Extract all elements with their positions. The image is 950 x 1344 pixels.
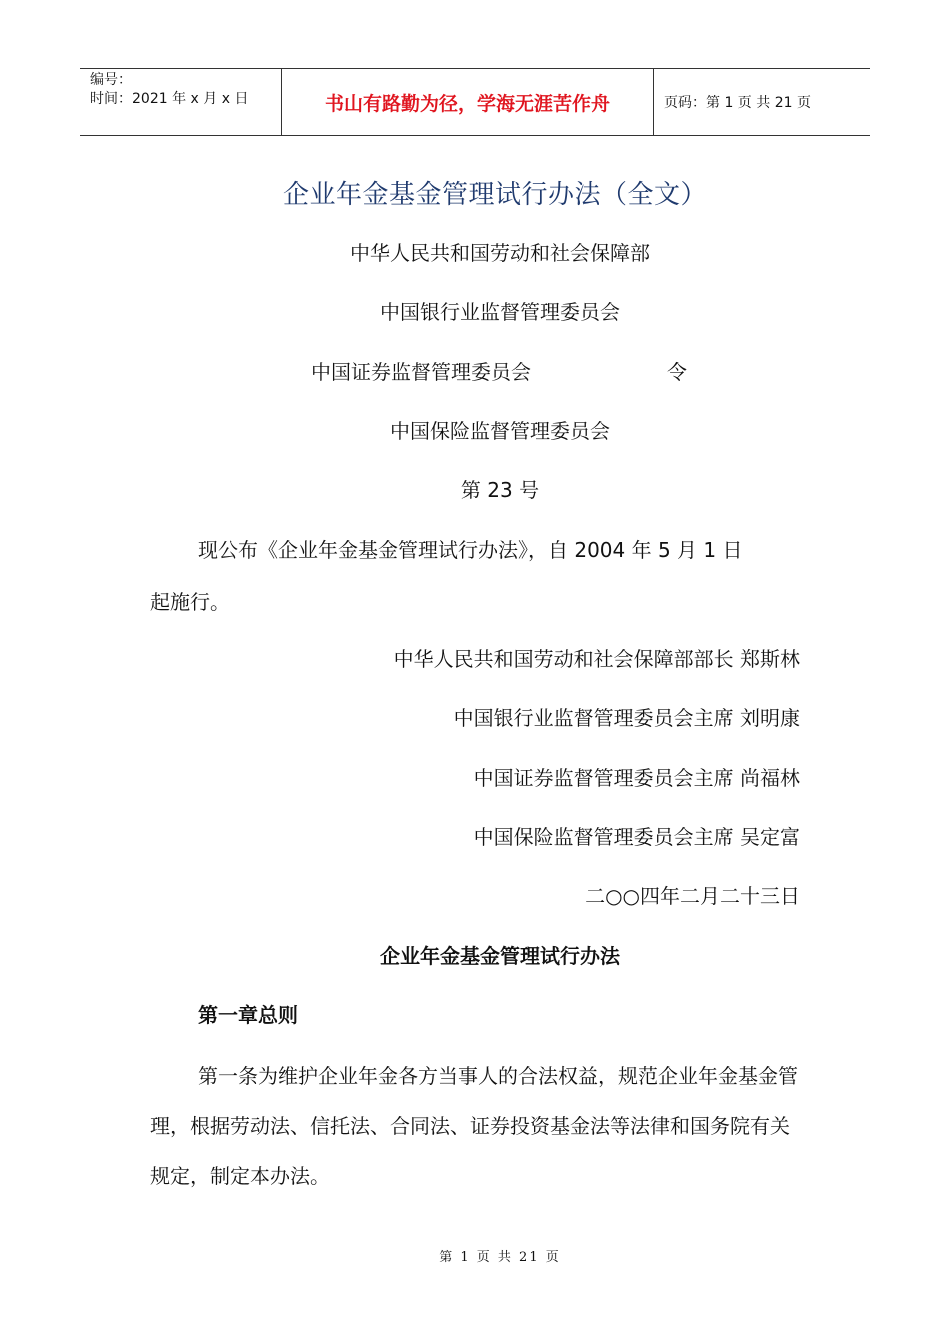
issuer-line: 中国保险监督管理委员会 bbox=[390, 419, 610, 443]
chapter-title: 第一章总则 bbox=[198, 1003, 298, 1027]
time-label: 时间：2021 年 x 月 x 日 bbox=[90, 91, 249, 107]
page-footer: 第 1 页 共 21 页 bbox=[439, 1250, 561, 1265]
announcement-line: 现公布《企业年金基金管理试行办法》，自 2004 年 5 月 1 日 bbox=[198, 538, 743, 562]
issuer-line: 中国证券监督管理委员会 bbox=[311, 360, 531, 384]
signature-line: 中华人民共和国劳动和社会保障部部长 郑斯林 bbox=[393, 647, 800, 671]
document-title: 企业年金基金管理试行办法（全文） bbox=[282, 180, 707, 210]
article-paragraph: 第一条为维护企业年金各方当事人的合法权益，规范企业年金基金管理，根据劳动法、信托法、合同法、证券投资基金法等法律和国务院有关规定，制定本办法。 bbox=[150, 1064, 798, 1188]
issue-date: 二○○四年二月二十三日 bbox=[585, 884, 800, 908]
signature-line: 中国证券监督管理委员会主席 尚福林 bbox=[473, 766, 800, 790]
signature-line: 中国银行业监督管理委员会主席 刘明康 bbox=[453, 706, 800, 730]
order-char: 令 bbox=[667, 360, 687, 384]
order-number: 第 23 号 bbox=[460, 478, 540, 502]
issuer-line: 中华人民共和国劳动和社会保障部 bbox=[350, 241, 650, 265]
number-label: 编号： bbox=[90, 72, 132, 88]
section-title: 企业年金基金管理试行办法 bbox=[380, 944, 620, 968]
signature-line: 中国保险监督管理委员会主席 吴定富 bbox=[473, 825, 800, 849]
header-page-info: 页码：第 1 页 共 21 页 bbox=[664, 95, 811, 111]
header-motto: 书山有路勤为径，学海无涯苦作舟 bbox=[282, 69, 654, 135]
announcement-line: 起施行。 bbox=[150, 590, 230, 614]
header-table bbox=[80, 68, 870, 136]
header-meta-cell bbox=[80, 69, 282, 135]
issuer-line: 中国银行业监督管理委员会 bbox=[380, 300, 620, 324]
